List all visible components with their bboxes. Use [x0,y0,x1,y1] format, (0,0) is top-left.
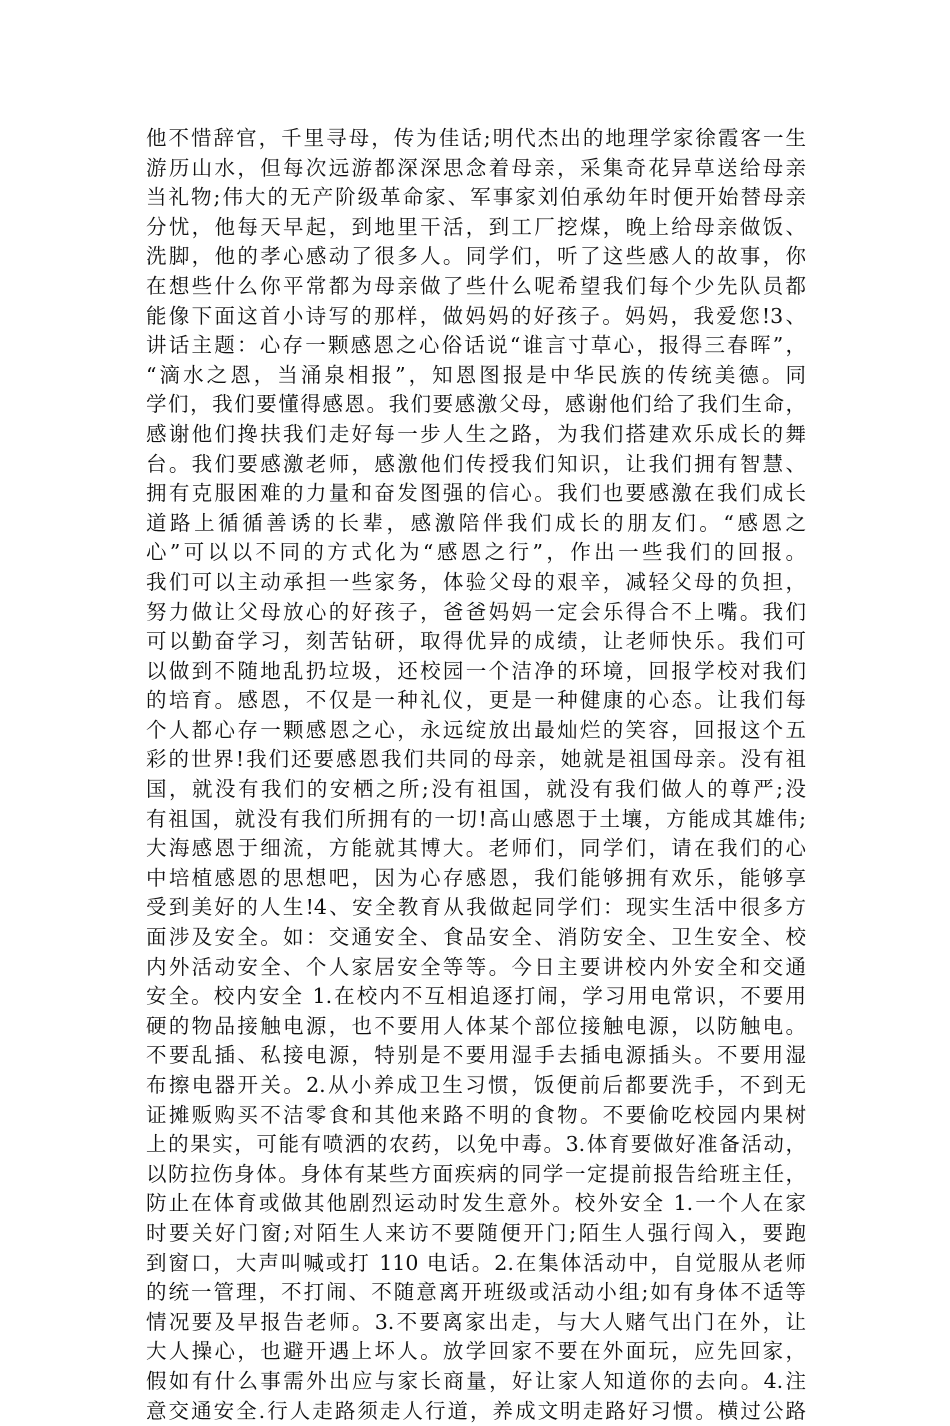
text-line: 内外活动安全、个人家居安全等等。今日主要讲校内外安全和交通 [146,954,806,979]
text-line: 能像下面这首小诗写的那样，做妈妈的好孩子。妈妈，我爱您!3、 [146,303,806,328]
text-line: 布擦电器开关。2.从小养成卫生习惯，饭便前后都要洗手，不到无 [146,1073,806,1097]
text-line: 分忧，他每天早起，到地里干活，到工厂挖煤，晚上给母亲做饭、 [146,214,806,239]
text-line: 彩的世界!我们还要感恩我们共同的母亲，她就是祖国母亲。没有祖 [146,747,806,772]
text-line: 学们，我们要懂得感恩。我们要感激父母，感谢他们给了我们生命， [146,392,806,417]
text-line: 有祖国，就没有我们所拥有的一切!高山感恩于土壤，方能成其雄伟; [146,806,806,831]
text-line: 时要关好门窗;对陌生人来访不要随便开门;陌生人强行闯入，要跑 [146,1220,806,1245]
text-line: 大人操心，也避开遇上坏人。放学回家不要在外面玩，应先回家， [146,1339,806,1364]
text-line: 台。我们要感激老师，感激他们传授我们知识，让我们拥有智慧、 [146,451,806,476]
text-line: 以做到不随地乱扔垃圾，还校园一个洁净的环境，回报学校对我们 [146,658,806,683]
text-line: 硬的物品接触电源，也不要用人体某个部位接触电源，以防触电。 [146,1013,806,1038]
text-line: 道路上循循善诱的长辈，感激陪伴我们成长的朋友们。“感恩之 [146,510,806,535]
text-line: “滴水之恩，当涌泉相报”，知恩图报是中华民族的传统美德。同 [146,362,806,387]
text-line: 面涉及安全。如：交通安全、食品安全、消防安全、卫生安全、校 [146,925,806,950]
text-line: 大海感恩于细流，方能就其博大。老师们，同学们，请在我们的心 [146,836,806,861]
text-line: 以防拉伤身体。身体有某些方面疾病的同学一定提前报告给班主任， [146,1161,806,1186]
text-line: 可以勤奋学习，刻苦钻研，取得优异的成绩，让老师快乐。我们可 [146,629,806,654]
text-line: 拥有克服困难的力量和奋发图强的信心。我们也要感激在我们成长 [146,481,806,506]
text-line: 情况要及早报告老师。3.不要离家出走，与大人赌气出门在外，让 [146,1309,806,1334]
text-line: 洗脚，他的孝心感动了很多人。同学们，听了这些感人的故事，你 [146,244,806,269]
text-line: 国，就没有我们的安栖之所;没有祖国，就没有我们做人的尊严;没 [146,777,806,802]
text-line: 在想些什么你平常都为母亲做了些什么呢希望我们每个少先队员都 [146,273,806,298]
text-line: 受到美好的人生!4、安全教育从我做起同学们：现实生活中很多方 [146,895,806,920]
text-line: 游历山水，但每次远游都深深思念着母亲，采集奇花异草送给母亲 [146,155,806,180]
text-line: 假如有什么事需外出应与家长商量，好让家人知道你的去向。4.注 [146,1368,806,1393]
text-line: 心”可以以不同的方式化为“感恩之行”，作出一些我们的回报。 [146,540,806,565]
text-line: 的统一管理，不打闹、不随意离开班级或活动小组;如有身体不适等 [146,1280,806,1305]
text-line: 当礼物;伟大的无产阶级革命家、军事家刘伯承幼年时便开始替母亲 [146,185,806,210]
text-line: 不要乱插、私接电源，特别是不要用湿手去插电源插头。不要用湿 [146,1043,806,1068]
text-line: 到窗口，大声叫喊或打 110 电话。2.在集体活动中，自觉服从老师 [146,1250,806,1275]
text-line: 努力做让父母放心的好孩子，爸爸妈妈一定会乐得合不上嘴。我们 [146,599,806,624]
text-line: 讲话主题：心存一颗感恩之心俗话说“谁言寸草心，报得三春晖”， [146,333,806,358]
text-line: 感谢他们搀扶我们走好每一步人生之路，为我们搭建欢乐成长的舞 [146,421,806,446]
text-line: 他不惜辞官，千里寻母，传为佳话;明代杰出的地理学家徐霞客一生 [146,126,806,150]
text-line: 个人都心存一颗感恩之心，永远绽放出最灿烂的笑容，回报这个五 [146,717,806,742]
text-line: 的培育。感恩，不仅是一种礼仪，更是一种健康的心态。让我们每 [146,688,806,713]
text-line: 我们可以主动承担一些家务，体验父母的艰辛，减轻父母的负担， [146,569,806,594]
text-line: 安全。校内安全 1.在校内不互相追逐打闹，学习用电常识，不要用 [146,984,806,1009]
text-line: 防止在体育或做其他剧烈运动时发生意外。校外安全 1.一个人在家 [146,1191,806,1216]
text-line: 证摊贩购买不洁零食和其他来路不明的食物。不要偷吃校园内果树 [146,1102,806,1127]
text-line: 上的果实，可能有喷洒的农药，以免中毒。3.体育要做好准备活动， [146,1132,806,1157]
text-line: 中培植感恩的思想吧，因为心存感恩，我们能够拥有欢乐，能够享 [146,865,806,890]
body-text [146,124,806,1426]
text-line: 意交通安全.行人走路须走人行道，养成文明走路好习惯。横过公路 [146,1398,806,1423]
